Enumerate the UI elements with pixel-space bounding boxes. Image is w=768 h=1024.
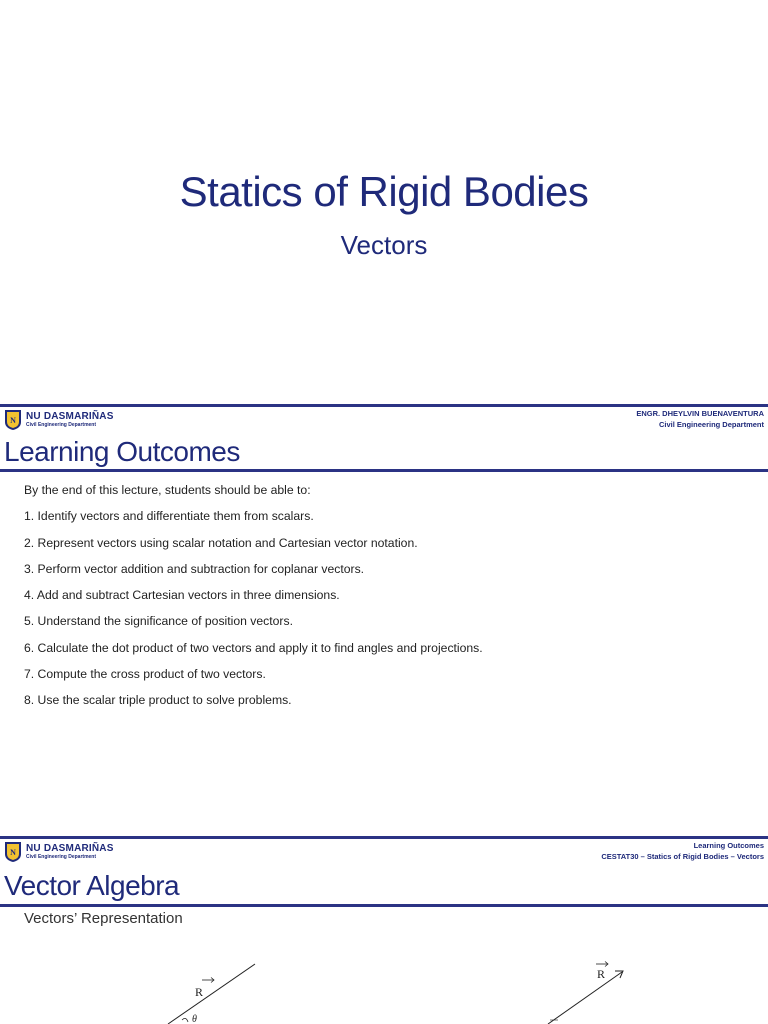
vector-line — [168, 964, 255, 1024]
heading-rule — [0, 904, 768, 907]
header-course-block — [601, 840, 764, 862]
slide-heading: Learning Outcomes — [4, 436, 240, 467]
slide-title: Statics of Rigid Bodies — [179, 168, 589, 215]
slide-subheading: Vectors’ Representation — [24, 910, 183, 927]
shield-seal-icon — [4, 841, 22, 863]
svg-text:N: N — [10, 848, 16, 857]
header-author-block — [636, 408, 764, 430]
list-item: 1. Identify vectors and differentiate them from scalars. — [24, 509, 314, 524]
list-item: 5. Understand the significance of position vectors. — [24, 614, 293, 629]
header-right-line2: CESTAT30 – Statics of Rigid Bodies – Vectors — [601, 852, 764, 861]
vector-diagram-left — [160, 956, 270, 1024]
angle-arc — [182, 1018, 188, 1022]
title-slide — [0, 0, 768, 398]
vector-line — [548, 972, 622, 1024]
logo-department: Civil Engineering Department — [26, 854, 97, 860]
vector-label-right: R — [597, 967, 606, 981]
list-item: 6. Calculate the dot product of two vectors and apply it to find angles and projections. — [24, 640, 483, 655]
university-logo — [4, 840, 114, 864]
header-rule — [0, 404, 768, 407]
list-item: 3. Perform vector addition and subtraction for coplanar vectors. — [24, 561, 365, 576]
vector-diagram-right — [540, 960, 640, 1024]
header-rule — [0, 836, 768, 839]
list-item: 4. Add and subtract Cartesian vectors in three dimensions. — [24, 588, 340, 603]
angle-label: θ — [192, 1014, 197, 1024]
logo-name: NU DASMARIÑAS — [26, 411, 114, 422]
slide-subtitle: Vectors — [340, 230, 428, 260]
heading-rule — [0, 469, 768, 472]
vector-algebra-slide — [0, 836, 768, 1024]
university-logo — [4, 408, 114, 432]
learning-outcomes-slide — [0, 404, 768, 828]
shield-seal-icon — [4, 409, 22, 431]
header-right-line2: Civil Engineering Department — [658, 420, 764, 429]
logo-name: NU DASMARIÑAS — [26, 843, 114, 854]
header-right-line1: ENGR. DHEYLVIN BUENAVENTURA — [636, 409, 764, 418]
header-right-line1: Learning Outcomes — [693, 841, 764, 850]
list-item: 8. Use the scalar triple product to solve problems. — [24, 693, 292, 708]
svg-text:N: N — [10, 416, 16, 425]
list-item: 7. Compute the cross product of two vectors. — [24, 667, 266, 682]
list-item: 2. Represent vectors using scalar notation and Cartesian vector notation. — [24, 535, 418, 550]
logo-department: Civil Engineering Department — [26, 422, 97, 428]
outcomes-list — [24, 482, 483, 719]
vector-label-left: R — [195, 985, 204, 999]
list-item: By the end of this lecture, students should be able to: — [24, 483, 311, 497]
slide-heading: Vector Algebra — [4, 870, 180, 901]
